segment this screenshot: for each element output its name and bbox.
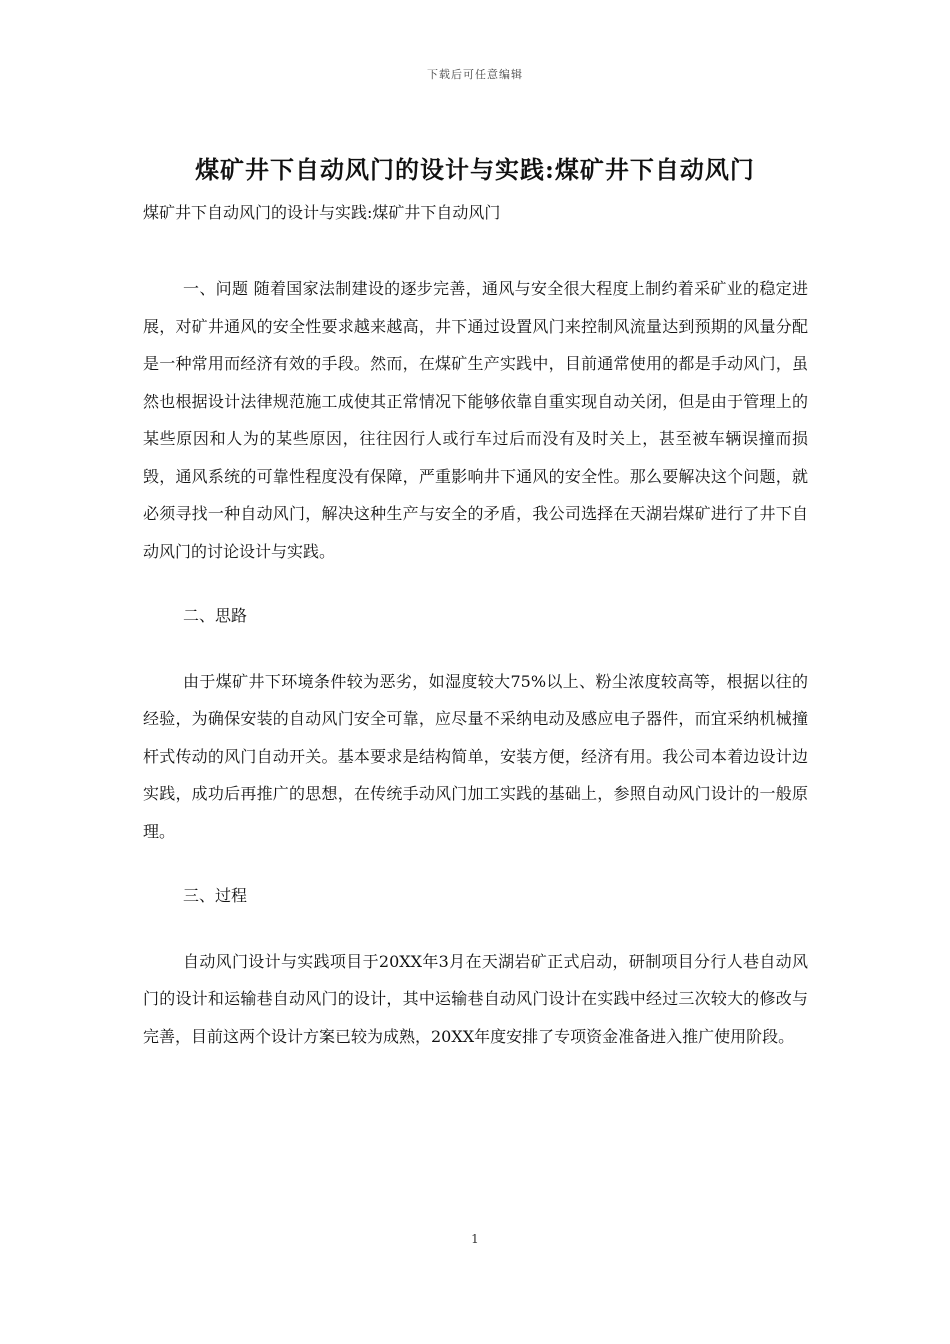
paragraph-problem: 一、问题 随着国家法制建设的逐步完善，通风与安全很大程度上制约着采矿业的稳定进展，对矿井通风的安全性要求越来越高，井下通过设置风门来控制风流量达到预期的风量分配是一种常用而经济有效的手段。然而，在煤矿生产实践中，目前通常使用的都是手动风门，虽然也根据设计法律规范施工成使其正常情况下能够依靠自重实现自动关闭，但是由于管理上的某些原因和人为的某些原因，往往因行人或行车过后而没有及时关上，甚至被车辆误撞而损毁，通风系统的可靠性程度没有保障，严重影响井下通风的安全性。那么要解决这个问题，就必须寻找一种自动风门，解决这种生产与安全的矛盾，我公司选择在天湖岩煤矿进行了井下自动风门的讨论设计与实践。: [143, 279, 808, 561]
document-title: 煤矿井下自动风门的设计与实践:煤矿井下自动风门: [195, 155, 755, 184]
document-subtitle: 煤矿井下自动风门的设计与实践:煤矿井下自动风门: [143, 203, 501, 222]
paragraph-process: 自动风门设计与实践项目于20XX年3月在天湖岩矿正式启动，研制项目分行人巷自动风门的设计和运输巷自动风门的设计，其中运输巷自动风门设计在实践中经过三次较大的修改与完善，目前这两个设计方案已较为成熟，20XX年度安排了专项资金准备进入推广使用阶段。: [143, 951, 808, 1046]
page-number: 1: [471, 1232, 479, 1246]
paragraph-approach: 由于煤矿井下环境条件较为恶劣，如湿度较大75%以上、粉尘浓度较高等，根据以往的经验，为确保安装的自动风门安全可靠，应尽量不采纳电动及感应电子器件，而宜采纳机械撞杆式传动的风门自动开关。基本要求是结构简单，安装方便，经济有用。我公司本着边设计边实践，成功后再推广的思想，在传统手动风门加工实践的基础上，参照自动风门设计的一般原理。: [143, 671, 808, 841]
section-heading-process: 三、过程: [183, 886, 248, 905]
document-body: [143, 270, 808, 1055]
section-heading-approach: 二、思路: [183, 606, 248, 625]
page-header-note: 下载后可任意编辑: [427, 68, 523, 81]
